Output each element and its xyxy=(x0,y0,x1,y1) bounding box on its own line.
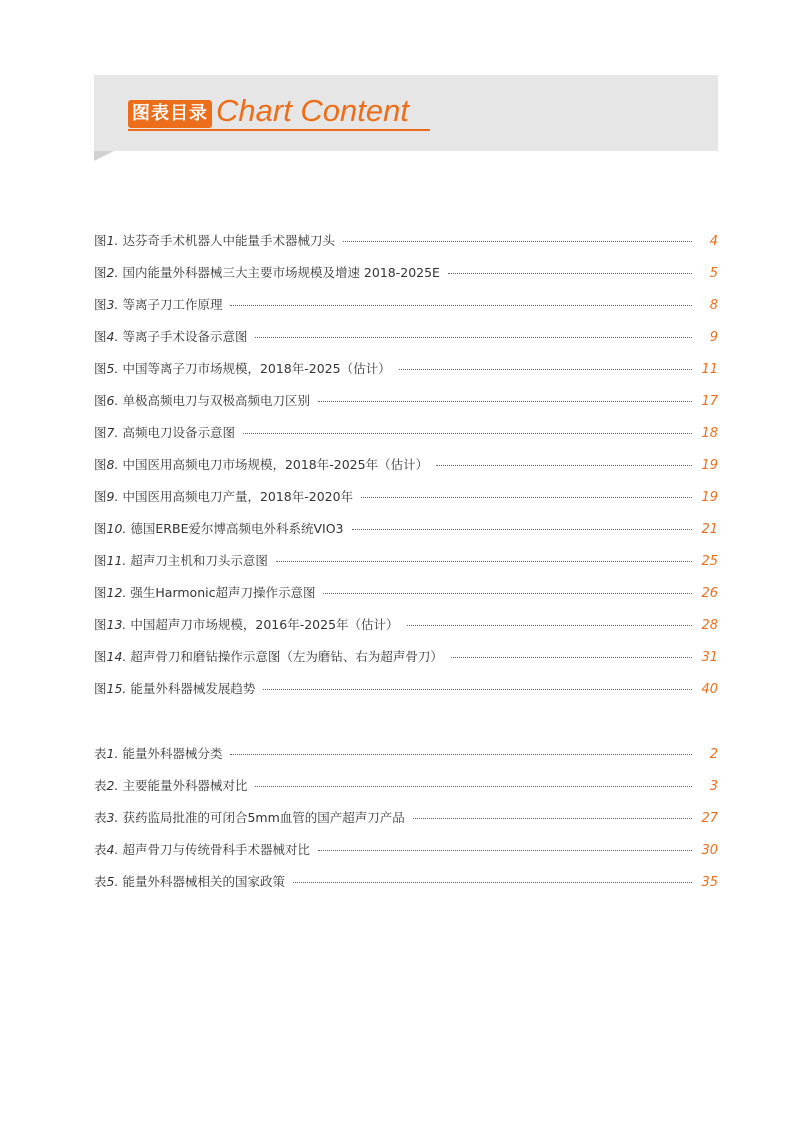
entry-number: 2. xyxy=(106,265,119,280)
entry-title: 中国超声刀市场规模，2016年-2025年（估计） xyxy=(130,617,399,632)
entry-label xyxy=(94,551,126,569)
figure-entry[interactable] xyxy=(94,647,718,679)
table-list xyxy=(94,744,718,904)
entry-prefix: 表 xyxy=(94,810,107,825)
figure-entry[interactable] xyxy=(94,551,718,583)
page-number: 40 xyxy=(701,682,718,697)
entry-number: 8. xyxy=(106,457,119,472)
figure-entry[interactable] xyxy=(94,679,718,711)
figure-entry[interactable] xyxy=(94,231,718,263)
entry-title: 能量外科器械相关的国家政策 xyxy=(122,874,285,889)
dot-leader xyxy=(318,850,692,851)
figure-entry[interactable] xyxy=(94,263,718,295)
entry-number: 5. xyxy=(106,874,119,889)
page-number: 11 xyxy=(701,362,718,377)
figure-entry[interactable] xyxy=(94,359,718,391)
figure-entry[interactable] xyxy=(94,615,718,647)
page-title-en: Chart Content xyxy=(216,93,409,128)
dot-leader xyxy=(352,529,693,530)
title-underline xyxy=(128,129,430,131)
entry-prefix: 图 xyxy=(94,681,107,696)
entry-prefix: 表 xyxy=(94,778,107,793)
table-entry[interactable] xyxy=(94,840,718,872)
page-number: 35 xyxy=(701,875,718,890)
header-fold xyxy=(94,151,114,161)
table-entry[interactable] xyxy=(94,872,718,904)
entry-title: 超声刀主机和刀头示意图 xyxy=(130,553,268,568)
table-entry[interactable] xyxy=(94,776,718,808)
entry-label xyxy=(94,487,118,505)
dot-leader xyxy=(263,689,692,690)
entry-prefix: 图 xyxy=(94,329,107,344)
entry-number: 13. xyxy=(106,617,127,632)
figure-entry[interactable] xyxy=(94,487,718,519)
page-number: 2 xyxy=(709,747,718,762)
page-number: 19 xyxy=(701,458,718,473)
entry-title: 德国ERBE爱尔博高频电外科系统VIO3 xyxy=(130,521,344,536)
page-title xyxy=(128,94,409,128)
entry-prefix: 图 xyxy=(94,425,107,440)
entry-title: 达芬奇手术机器人中能量手术器械刀头 xyxy=(122,233,335,248)
entry-title: 高频电刀设备示意图 xyxy=(122,425,235,440)
dot-leader xyxy=(276,561,692,562)
page-number: 8 xyxy=(709,298,718,313)
entry-number: 7. xyxy=(106,425,119,440)
entry-number: 3. xyxy=(106,810,119,825)
entry-prefix: 表 xyxy=(94,842,107,857)
entry-label xyxy=(94,872,118,890)
entry-prefix: 图 xyxy=(94,233,107,248)
dot-leader xyxy=(343,241,692,242)
dot-leader xyxy=(293,882,692,883)
page-number: 9 xyxy=(709,330,718,345)
entry-title: 中国等离子刀市场规模，2018年-2025（估计） xyxy=(122,361,391,376)
dot-leader xyxy=(361,497,692,498)
entry-label xyxy=(94,776,118,794)
entry-label xyxy=(94,455,118,473)
dot-leader xyxy=(243,433,692,434)
page-number: 18 xyxy=(701,426,718,441)
dot-leader xyxy=(399,369,692,370)
entry-prefix: 图 xyxy=(94,489,107,504)
entry-prefix: 表 xyxy=(94,746,107,761)
entry-label xyxy=(94,263,118,281)
entry-label xyxy=(94,519,126,537)
figure-entry[interactable] xyxy=(94,423,718,455)
table-entry[interactable] xyxy=(94,808,718,840)
entry-number: 5. xyxy=(106,361,119,376)
dot-leader xyxy=(451,657,692,658)
entry-number: 4. xyxy=(106,842,119,857)
entry-title: 中国医用高频电刀市场规模，2018年-2025年（估计） xyxy=(122,457,429,472)
entry-prefix: 图 xyxy=(94,585,107,600)
entry-title: 国内能量外科器械三大主要市场规模及增速 2018-2025E xyxy=(122,265,440,280)
entry-title: 超声骨刀与传统骨科手术器械对比 xyxy=(122,842,310,857)
dot-leader xyxy=(230,754,692,755)
entry-number: 3. xyxy=(106,297,119,312)
entry-label xyxy=(94,231,118,249)
entry-prefix: 图 xyxy=(94,553,107,568)
dot-leader xyxy=(413,818,692,819)
entry-title: 主要能量外科器械对比 xyxy=(122,778,248,793)
page-number: 28 xyxy=(701,618,718,633)
entry-prefix: 图 xyxy=(94,265,107,280)
dot-leader xyxy=(323,593,692,594)
entry-label xyxy=(94,647,126,665)
entry-prefix: 图 xyxy=(94,649,107,664)
entry-title: 中国医用高频电刀产量，2018年-2020年 xyxy=(122,489,354,504)
dot-leader xyxy=(255,786,692,787)
entry-number: 9. xyxy=(106,489,119,504)
entry-prefix: 表 xyxy=(94,874,107,889)
entry-title: 强生Harmonic超声刀操作示意图 xyxy=(130,585,316,600)
entry-label xyxy=(94,391,118,409)
dot-leader xyxy=(436,465,692,466)
entry-label xyxy=(94,359,118,377)
page-number: 17 xyxy=(701,394,718,409)
entry-prefix: 图 xyxy=(94,361,107,376)
entry-number: 1. xyxy=(106,746,119,761)
figure-entry[interactable] xyxy=(94,295,718,327)
entry-title: 获药监局批准的可闭合5mm血管的国产超声刀产品 xyxy=(122,810,405,825)
page-number: 3 xyxy=(709,779,718,794)
entry-prefix: 图 xyxy=(94,521,107,536)
entry-number: 4. xyxy=(106,329,119,344)
entry-number: 14. xyxy=(106,649,127,664)
entry-prefix: 图 xyxy=(94,617,107,632)
entry-prefix: 图 xyxy=(94,457,107,472)
entry-label xyxy=(94,679,126,697)
page-number: 31 xyxy=(701,650,718,665)
dot-leader xyxy=(407,625,692,626)
figure-list xyxy=(94,231,718,711)
page-number: 27 xyxy=(701,811,718,826)
dot-leader xyxy=(448,273,692,274)
page-number: 26 xyxy=(701,586,718,601)
entry-prefix: 图 xyxy=(94,297,107,312)
entry-title: 等离子刀工作原理 xyxy=(122,297,223,312)
entry-number: 15. xyxy=(106,681,127,696)
figure-entry[interactable] xyxy=(94,327,718,359)
page-number: 30 xyxy=(701,843,718,858)
entry-prefix: 图 xyxy=(94,393,107,408)
page-number: 21 xyxy=(701,522,718,537)
entry-title: 能量外科器械发展趋势 xyxy=(130,681,256,696)
dot-leader xyxy=(230,305,692,306)
entry-label xyxy=(94,295,118,313)
page-number: 5 xyxy=(709,266,718,281)
page-number: 25 xyxy=(701,554,718,569)
entry-title: 单极高频电刀与双极高频电刀区别 xyxy=(122,393,310,408)
figure-entry[interactable] xyxy=(94,583,718,615)
entry-title: 等离子手术设备示意图 xyxy=(122,329,248,344)
entry-title: 能量外科器械分类 xyxy=(122,746,223,761)
figure-entry[interactable] xyxy=(94,455,718,487)
entry-number: 10. xyxy=(106,521,127,536)
entry-label xyxy=(94,583,126,601)
entry-label xyxy=(94,423,118,441)
figure-entry[interactable] xyxy=(94,391,718,423)
entry-number: 11. xyxy=(106,553,127,568)
entry-label xyxy=(94,744,118,762)
entry-label xyxy=(94,327,118,345)
entry-label xyxy=(94,615,126,633)
table-entry[interactable] xyxy=(94,744,718,776)
page-number: 19 xyxy=(701,490,718,505)
page-number: 4 xyxy=(709,234,718,249)
page-title-cn: 图表目录 xyxy=(128,100,212,128)
figure-entry[interactable] xyxy=(94,519,718,551)
entry-title: 超声骨刀和磨钻操作示意图（左为磨钻、右为超声骨刀） xyxy=(130,649,443,664)
entry-label xyxy=(94,840,118,858)
entry-label xyxy=(94,808,118,826)
entry-number: 6. xyxy=(106,393,119,408)
entry-number: 2. xyxy=(106,778,119,793)
dot-leader xyxy=(255,337,692,338)
dot-leader xyxy=(318,401,692,402)
entry-number: 12. xyxy=(106,585,127,600)
entry-number: 1. xyxy=(106,233,119,248)
